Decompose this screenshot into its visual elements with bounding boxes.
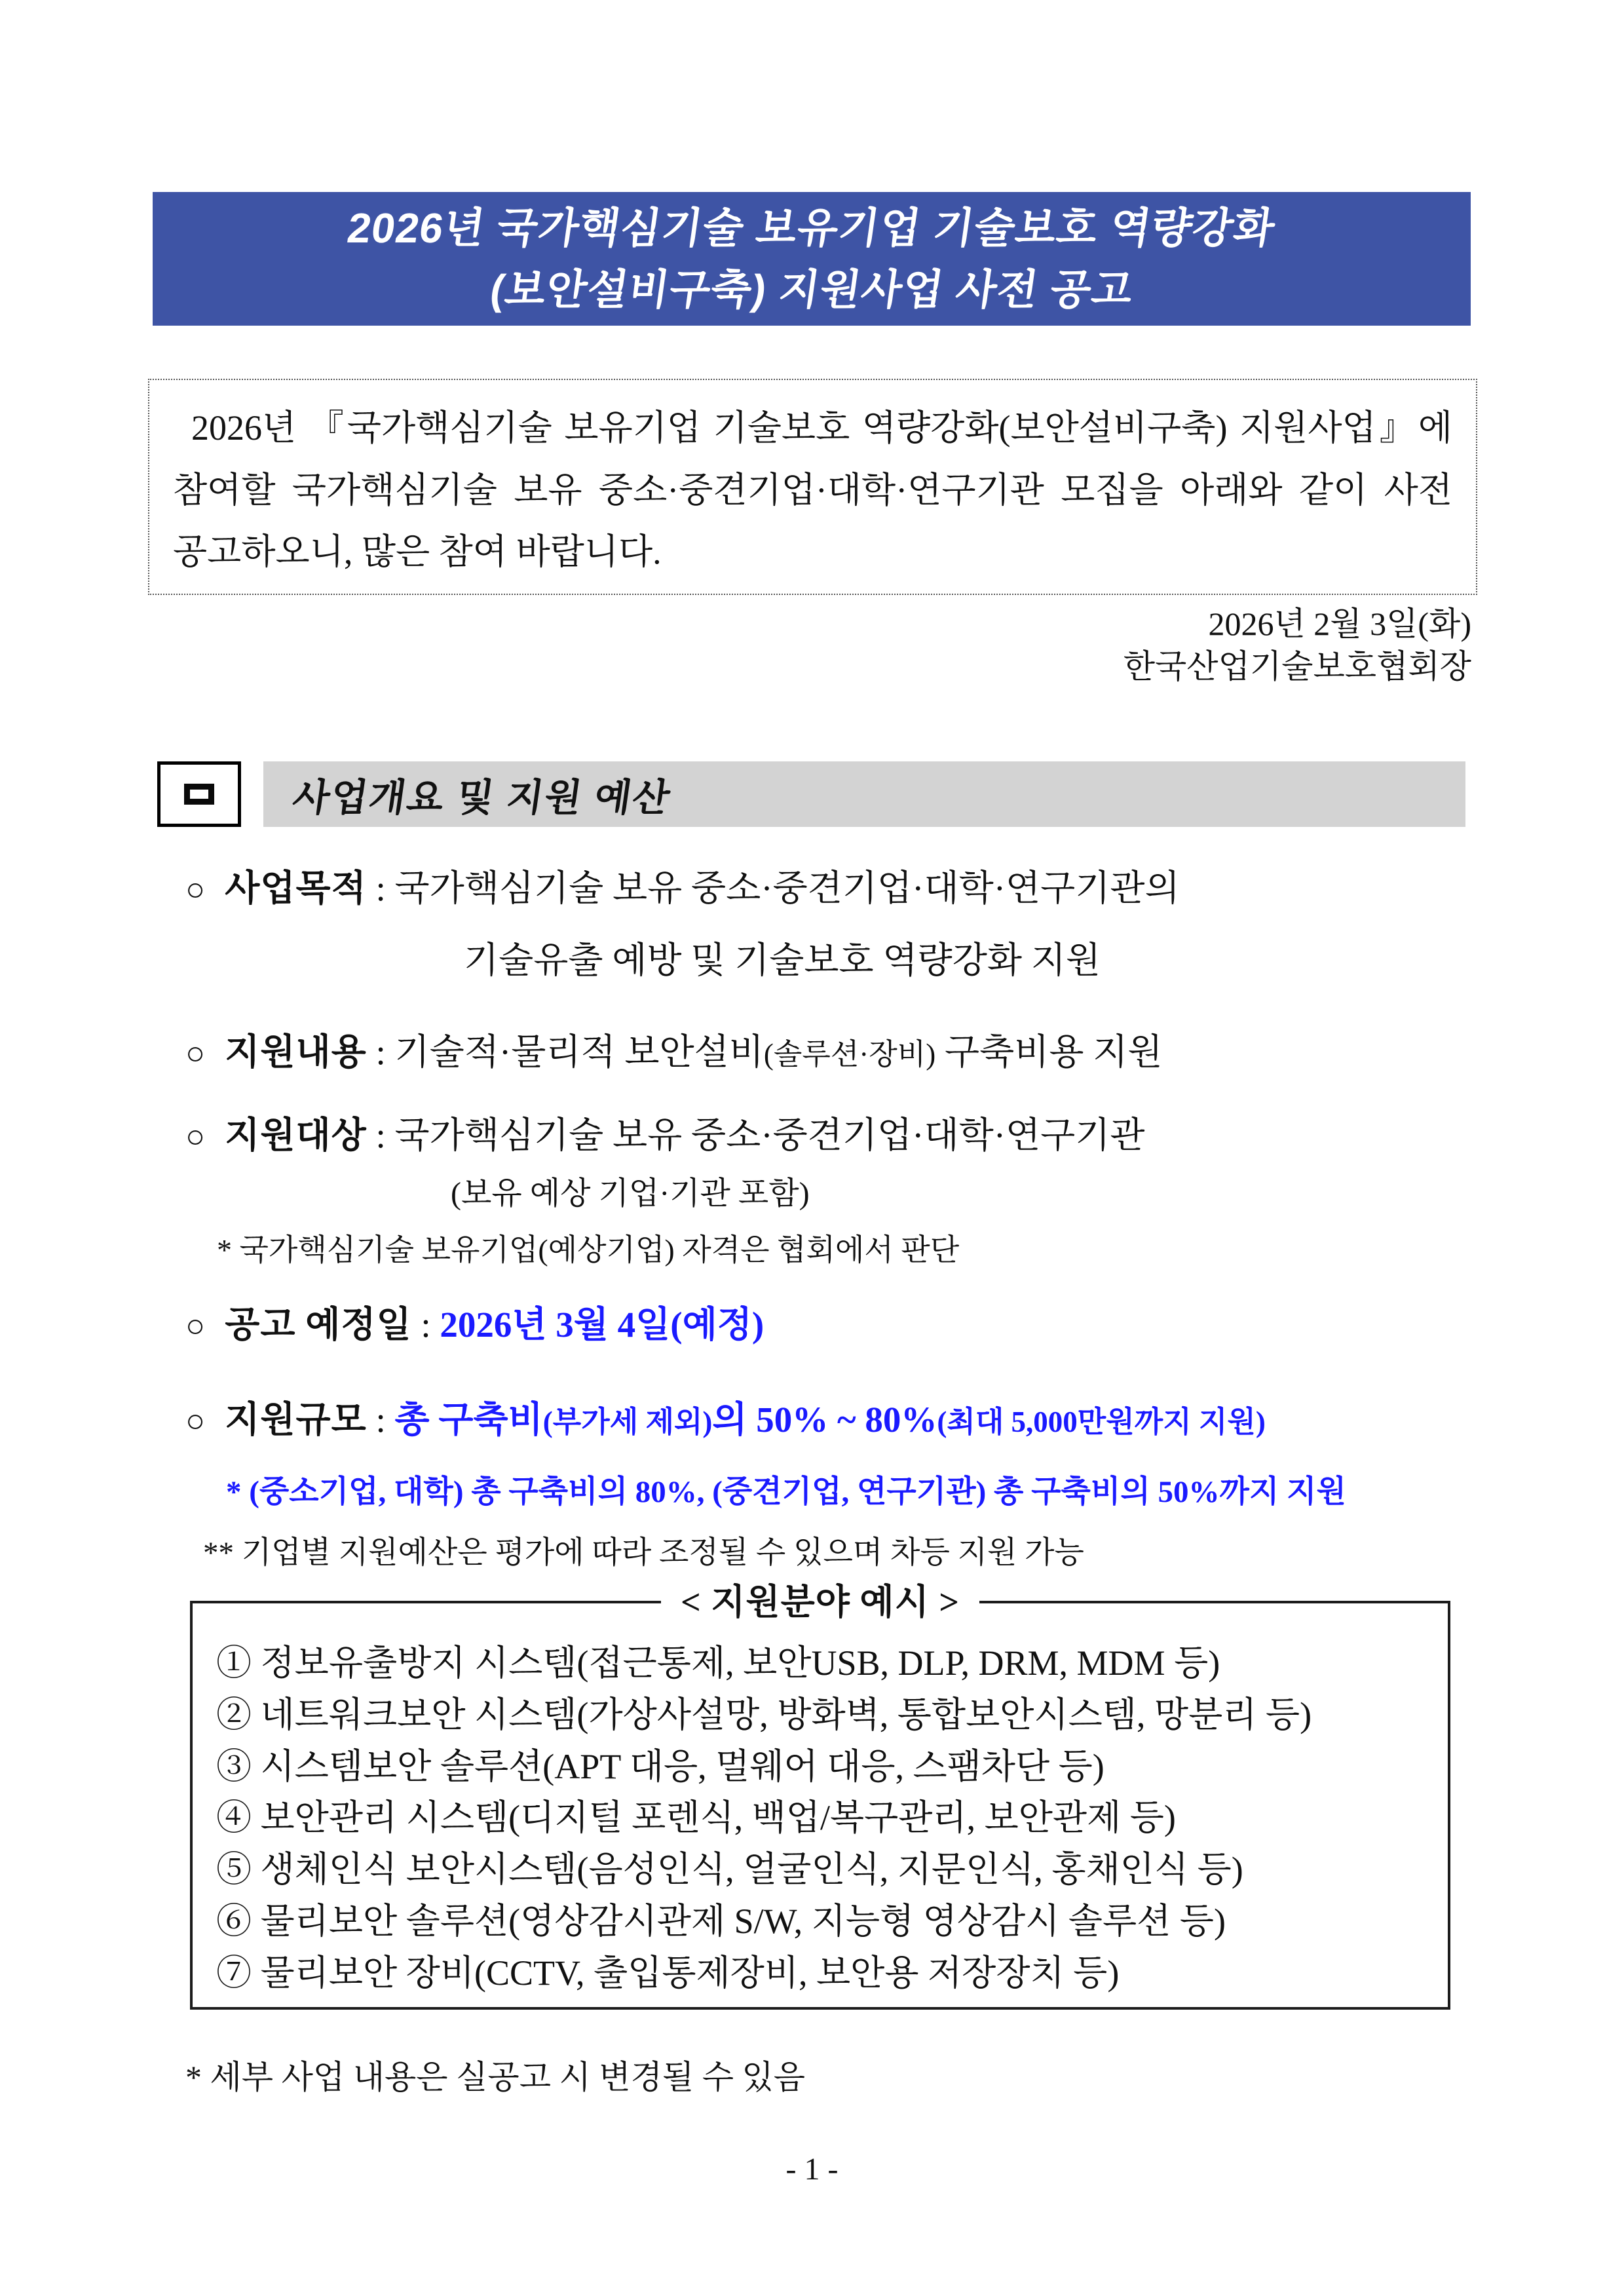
circle-bullet-icon: ○ (185, 1307, 206, 1344)
scale-footnote-black: ** 기업별 지원예산은 평가에 따라 조정될 수 있으며 차등 지원 가능 (203, 1536, 1084, 1571)
title-banner (153, 192, 1471, 326)
purpose-colon: : (366, 868, 395, 908)
banner-title-line-2: (보안설비구축) 지원사업 사전 공고 (487, 266, 1137, 313)
content-text-paren: (솔루션·장비) (763, 1038, 936, 1071)
intro-box (148, 379, 1477, 595)
scale-footnote-blue: * (중소기업, 대학) 총 구축비의 80%, (중견기업, 연구기관) 총 구축비의 50%까지 지원 (226, 1474, 1346, 1509)
scale-value-1: 총 구축비 (394, 1399, 543, 1440)
support-fields-list (193, 1603, 1448, 1999)
list-item: ① 정보유출방지 시스템(접근통제, 보안USB, DLP, DRM, MDM 등) (216, 1643, 1220, 1683)
section-title-bar (263, 761, 1465, 827)
circle-bullet-icon: ○ (185, 871, 206, 908)
intro-text: 2026년 『국가핵심기술 보유기업 기술보호 역량강화(보안설비구축) 지원사업』에 참여할 국가핵심기술 보유 중소·중견기업·대학·연구기관 모집을 아래와 같이 사전 공고하오니, 많은 참여 바랍니다. (173, 408, 1452, 571)
list-item: ⑥ 물리보안 솔루션(영상감시관제 S/W, 지능형 영상감시 솔루션 등) (216, 1902, 1226, 1942)
bullet-support-scale (153, 1398, 1471, 1442)
circle-bullet-icon: ○ (185, 1035, 206, 1071)
target-colon: : (366, 1115, 395, 1155)
content-colon: : (366, 1032, 395, 1072)
announce-label: 공고 예정일 (225, 1304, 412, 1345)
purpose-text-line2: 기술유출 예방 및 기술보호 역량강화 지원 (464, 940, 1101, 980)
signature-block (1124, 603, 1471, 688)
list-item: ② 네트워크보안 시스템(가상사설망, 방화벽, 통합보안시스템, 망분리 등) (216, 1694, 1312, 1734)
content-text-pre: 기술적·물리적 보안설비 (394, 1032, 764, 1072)
content-area (153, 867, 1471, 1572)
content-label: 지원내용 (225, 1032, 367, 1072)
bullet-announce-date (153, 1303, 1471, 1347)
support-fields-box (190, 1582, 1450, 2010)
square-marker-icon (184, 784, 214, 805)
bullet-target (153, 1114, 1471, 1157)
circle-bullet-icon: ○ (185, 1402, 206, 1439)
content-text-post: 구축비용 지원 (935, 1032, 1163, 1072)
purpose-text-line1: 국가핵심기술 보유 중소·중견기업·대학·연구기관의 (394, 868, 1180, 908)
purpose-label: 사업목적 (225, 868, 367, 908)
section-header (157, 761, 1465, 827)
circle-bullet-icon: ○ (185, 1118, 206, 1155)
scale-value-4: (최대 5,000만원까지 지원) (937, 1405, 1266, 1438)
bullet-purpose (153, 867, 1471, 910)
announce-value: 2026년 3월 4일(예정) (440, 1304, 765, 1345)
issuing-organization: 한국산업기술보호협회장 (1123, 648, 1471, 685)
target-footnote: * 국가핵심기술 보유기업(예상기업) 자격은 협회에서 판단 (217, 1233, 960, 1267)
bottom-footnote: * 세부 사업 내용은 실공고 시 변경될 수 있음 (185, 2059, 806, 2095)
scale-value-3: 의 50% ~ 80% (712, 1399, 937, 1440)
scale-value-2: (부가세 제외) (542, 1405, 713, 1438)
target-text: 국가핵심기술 보유 중소·중견기업·대학·연구기관 (394, 1115, 1145, 1155)
list-item: ③ 시스템보안 솔루션(APT 대응, 멀웨어 대응, 스팸차단 등) (216, 1746, 1105, 1786)
scale-label: 지원규모 (225, 1399, 367, 1440)
announcement-date: 2026년 2월 3일(화) (1208, 605, 1471, 642)
support-fields-box-title: < 지원분야 예시 > (661, 1575, 979, 1630)
target-subtext: (보유 예상 기업·기관 포함) (451, 1176, 810, 1211)
list-item: ④ 보안관리 시스템(디지털 포렌식, 백업/복구관리, 보안관제 등) (216, 1798, 1176, 1838)
scale-colon: : (366, 1399, 395, 1440)
announce-colon: : (411, 1304, 440, 1345)
target-label: 지원대상 (225, 1115, 367, 1155)
bullet-content (153, 1031, 1471, 1074)
page-number: - 1 - (785, 2152, 839, 2187)
section-title: 사업개요 및 지원 예산 (290, 776, 674, 819)
banner-title-line-1: 2026년 국가핵심기술 보유기업 기술보호 역량강화 (345, 204, 1279, 252)
list-item: ⑤ 생체인식 보안시스템(음성인식, 얼굴인식, 지문인식, 홍채인식 등) (216, 1850, 1243, 1890)
list-item: ⑦ 물리보안 장비(CCTV, 출입통제장비, 보안용 저장장치 등) (216, 1953, 1120, 1993)
section-marker-box (157, 761, 241, 827)
